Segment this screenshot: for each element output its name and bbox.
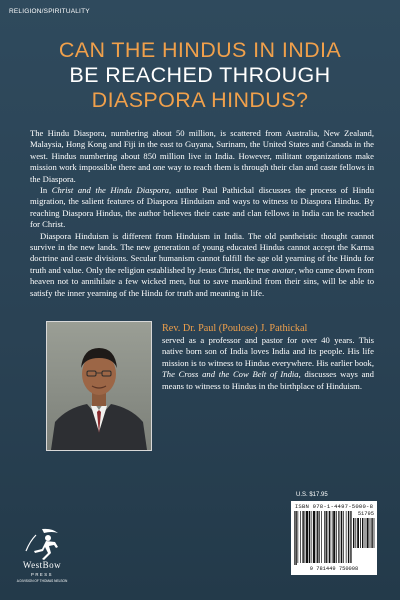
- barcode-bars: [294, 511, 352, 565]
- publisher-name: WestBow: [22, 560, 62, 570]
- category-label: RELIGION/SPIRITUALITY: [9, 8, 90, 15]
- barcode-bar: [338, 511, 339, 563]
- running-figure-icon: [12, 527, 72, 561]
- barcode-bar: [305, 511, 306, 563]
- paragraph-2-body: , author Paul Pathickal discusses the process of Hindu migration, the salient features of Diaspora Hinduism and ways to witness to Diaspora Hindus. By reaching Diaspora Hindus, the author believes their caste and clan fellows in India can be reached for Christ.: [30, 185, 375, 230]
- isbn-barcode: [291, 501, 377, 575]
- price-code: 51795: [357, 511, 374, 517]
- description-paragraph-3: [30, 231, 374, 299]
- barcode-bar: [346, 511, 347, 563]
- barcode-bar: [332, 511, 333, 563]
- author-photo: [46, 321, 152, 451]
- barcode-digits: 9 781449 750008: [309, 566, 359, 572]
- headline-line-3: DIASPORA HINDUS?: [91, 88, 309, 112]
- paragraph-2-lead: In: [40, 185, 52, 196]
- author-name: Rev. Dr. Paul (Poulose) J. Pathickal: [162, 323, 308, 334]
- barcode-bar: [295, 511, 296, 565]
- isbn-number: ISBN 978-1-4497-5000-8: [294, 503, 374, 510]
- price-barcode-bars: [353, 518, 375, 548]
- headline: [0, 38, 400, 113]
- author-portrait-image: [47, 322, 151, 450]
- paragraph-3-lead: Diaspora Hinduism is different from Hinduism in India. The old pantheistic thought cannot survive in the new lands. The new generation of young educated Hindus cannot accept the Karma doctrine and caste divisions. Secular humanism cannot fulfill the age old yearning of the Hindu for truth and value. Only the religion established by Jesus Christ, the true: [30, 230, 374, 275]
- publisher-tagline: A DIVISION OF THOMAS NELSON: [16, 579, 68, 583]
- price-label: U.S. $17.95: [296, 492, 328, 498]
- barcode-bar: [309, 511, 310, 563]
- barcode-bar: [328, 511, 329, 563]
- author-bio-lead: served as a professor and pastor for over 40 years. This native born son of India loves India and its people. His life mission is to witness to Hindus everywhere. His earlier book,: [162, 335, 374, 368]
- author-bio-tail: , discusses ways and means to witness to Hindus in the birthplace of Hinduism.: [162, 369, 374, 391]
- book-title: Christ and the Hindu Diaspora: [51, 185, 169, 196]
- barcode-bar: [329, 511, 330, 563]
- publisher-press: PRESS: [30, 572, 54, 577]
- barcode-bar: [313, 511, 315, 563]
- headline-line-1: CAN THE HINDUS IN INDIA: [58, 38, 342, 62]
- barcode-bar: [298, 511, 299, 563]
- earlier-book-title: The Cross and the Cow Belt of India: [162, 369, 299, 380]
- barcode-bar: [350, 511, 351, 563]
- barcode-bar: [348, 511, 349, 563]
- headline-line-2: BE REACHED THROUGH: [69, 63, 331, 87]
- barcode-bar: [294, 511, 295, 565]
- barcode-bar: [300, 511, 301, 563]
- avatar-term: avatar: [271, 264, 295, 275]
- barcode-bar: [351, 511, 352, 563]
- barcode-bar: [317, 511, 318, 563]
- barcode-bar: [336, 511, 337, 563]
- description-paragraph-2: [30, 185, 374, 231]
- barcode-bar: [343, 511, 344, 563]
- description: [30, 128, 374, 299]
- barcode-bar: [316, 511, 317, 563]
- barcode-bar: [306, 511, 308, 563]
- barcode-bar: [311, 511, 312, 563]
- barcode-bar: [340, 511, 341, 563]
- barcode-bar: [321, 511, 322, 563]
- publisher-logo: [12, 527, 72, 593]
- description-paragraph-1: The Hindu Diaspora, numbering about 50 million, is scattered from Australia, New Zealand, Malaysia, Hong Kong and Fiji in the east to Guyana, Surinam, the United States and Canada in the west. Hindus numbering about 850 million live in India. However, militant organizations make mission work impossible there and one way to reach them is through their clan and caste fellows in the Diaspora.: [30, 128, 374, 184]
- barcode-bar: [302, 511, 303, 563]
- barcode-bar: [341, 511, 342, 563]
- barcode-bar: [324, 511, 325, 563]
- paragraph-3-tail: , who came down from heaven not to annihilate a few wicked men, but to save mankind from their sins, will be able to satisfy the inner yearning of the Hindu for truth and meaning in life.: [30, 264, 374, 298]
- barcode-bar: [326, 511, 327, 563]
- barcode-bar: [333, 511, 335, 563]
- author-bio: [162, 335, 374, 392]
- barcode-bar: [319, 511, 320, 563]
